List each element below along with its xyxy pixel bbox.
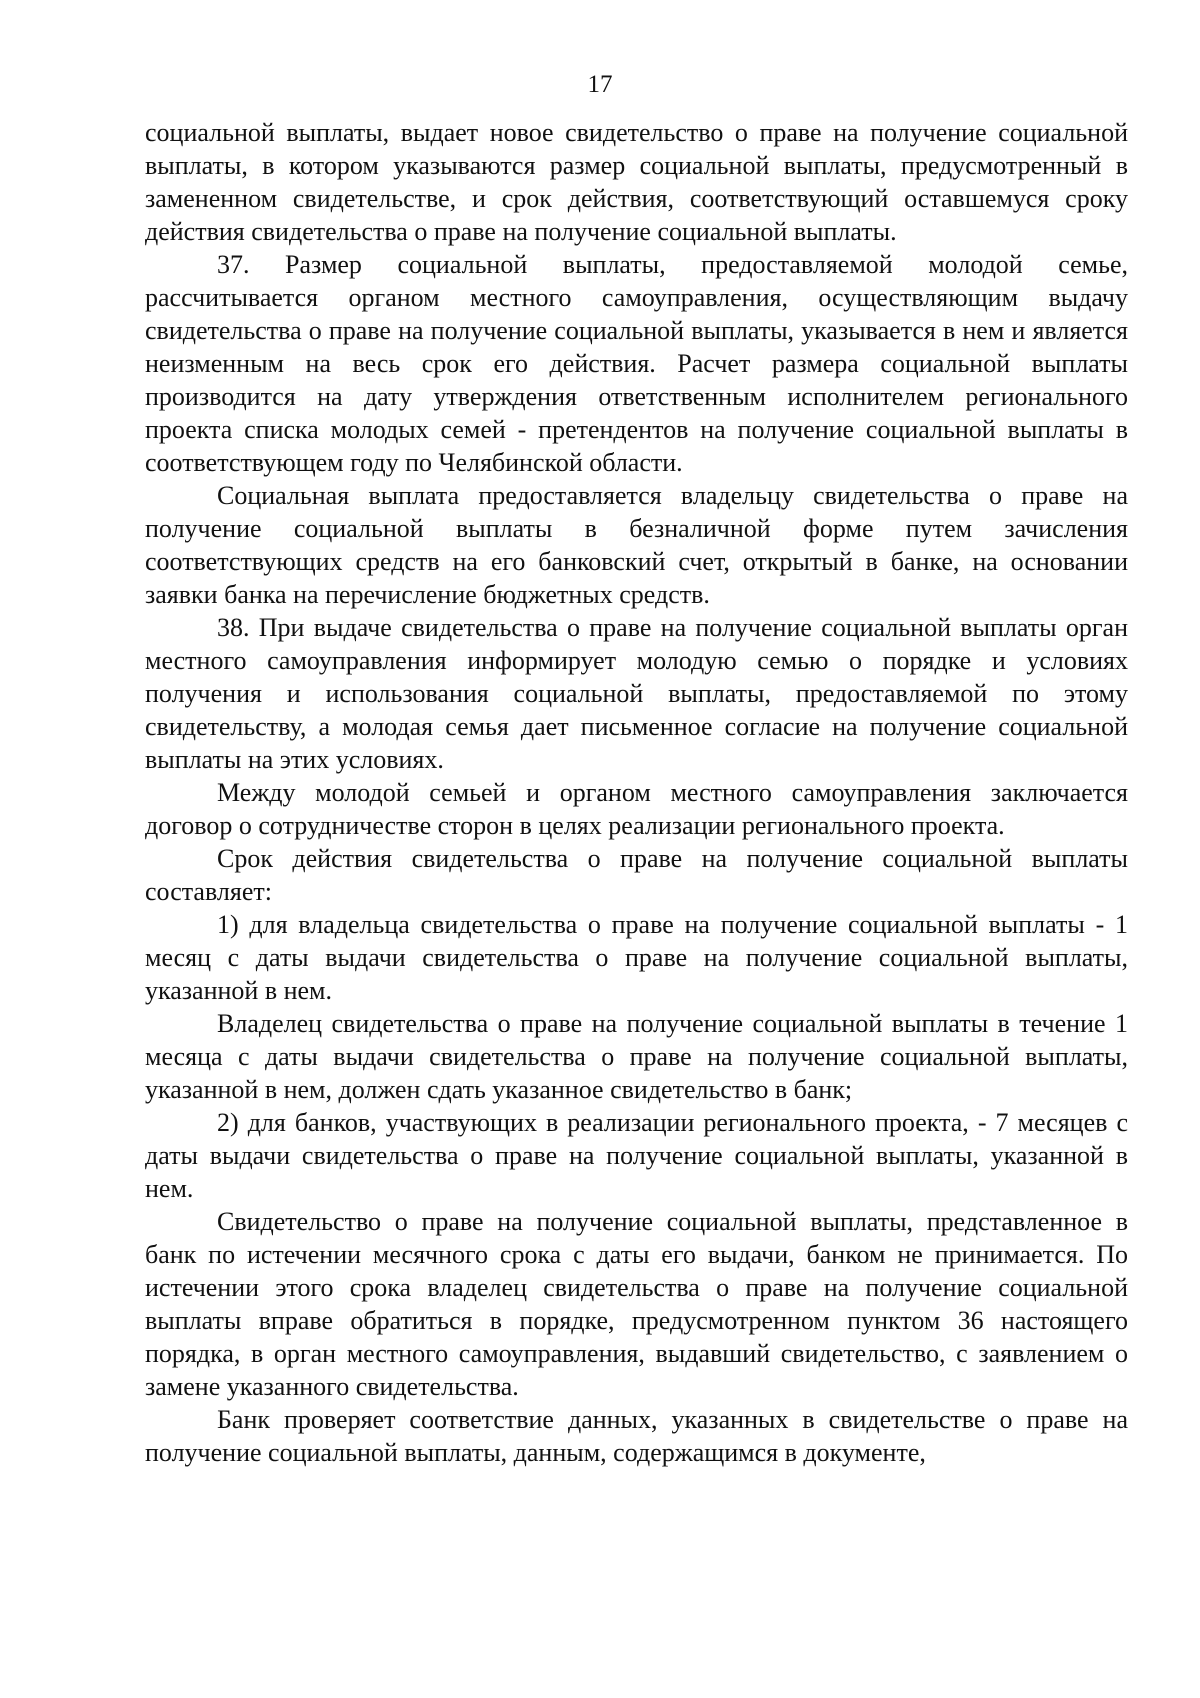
document-body (145, 116, 1128, 1469)
paragraph-item-37: 37. Размер социальной выплаты, предоставляемой молодой семье, рассчитывается органом местного самоуправления, осуществляющим выдачу свидетельства о праве на получение социальной выплаты, указывается в нем и является неизменным на весь срок его действия. Расчет размера социальной выплаты производится на дату утверждения ответственным исполнителем регионального проекта списка молодых семей - претендентов на получение социальной выплаты в соответствующем году по Челябинской области. (145, 250, 1128, 477)
paragraph-subitem-2: 2) для банков, участвующих в реализации регионального проекта, - 7 месяцев с даты выдачи свидетельства о праве на получение социальной выплаты, указанной в нем. (145, 1108, 1128, 1203)
paragraph-payment-provision: Социальная выплата предоставляется владельцу свидетельства о праве на получение социальной выплаты в безналичной форме путем зачисления соответствующих средств на его банковский счет, открытый в банке, на основании заявки банка на перечисление бюджетных средств. (145, 481, 1128, 609)
paragraph-owner-obligation: Владелец свидетельства о праве на получение социальной выплаты в течение 1 месяца с даты выдачи свидетельства о праве на получение социальной выплаты, указанной в нем, должен сдать указанное свидетельство в банк; (145, 1009, 1128, 1104)
paragraph-continuation: социальной выплаты, выдает новое свидетельство о праве на получение социальной выплаты, в котором указываются размер социальной выплаты, предусмотренный в замененном свидетельстве, и срок действия, соответствующий оставшемуся сроку действия свидетельства о праве на получение социальной выплаты. (145, 118, 1128, 246)
paragraph-validity-term: Срок действия свидетельства о праве на получение социальной выплаты составляет: (145, 844, 1128, 906)
paragraph-agreement: Между молодой семьей и органом местного самоуправления заключается договор о сотрудничестве сторон в целях реализации регионального проекта. (145, 778, 1128, 840)
page-number: 17 (587, 71, 613, 98)
paragraph-subitem-1: 1) для владельца свидетельства о праве на получение социальной выплаты - 1 месяц с даты выдачи свидетельства о праве на получение социальной выплаты, указанной в нем. (145, 910, 1128, 1005)
paragraph-bank-check: Банк проверяет соответствие данных, указанных в свидетельстве о праве на получение социальной выплаты, данным, содержащимся в документе, (145, 1405, 1128, 1467)
paragraph-expired-certificate: Свидетельство о праве на получение социальной выплаты, представленное в банк по истечении месячного срока с даты его выдачи, банком не принимается. По истечении этого срока владелец свидетельства о праве на получение социальной выплаты вправе обратиться в порядке, предусмотренном пунктом 36 настоящего порядка, в орган местного самоуправления, выдавший свидетельство, с заявлением о замене указанного свидетельства. (145, 1207, 1128, 1401)
paragraph-item-38: 38. При выдаче свидетельства о праве на получение социальной выплаты орган местного самоуправления информирует молодую семью о порядке и условиях получения и использования социальной выплаты, предоставляемой по этому свидетельству, а молодая семья дает письменное согласие на получение социальной выплаты на этих условиях. (145, 613, 1128, 774)
